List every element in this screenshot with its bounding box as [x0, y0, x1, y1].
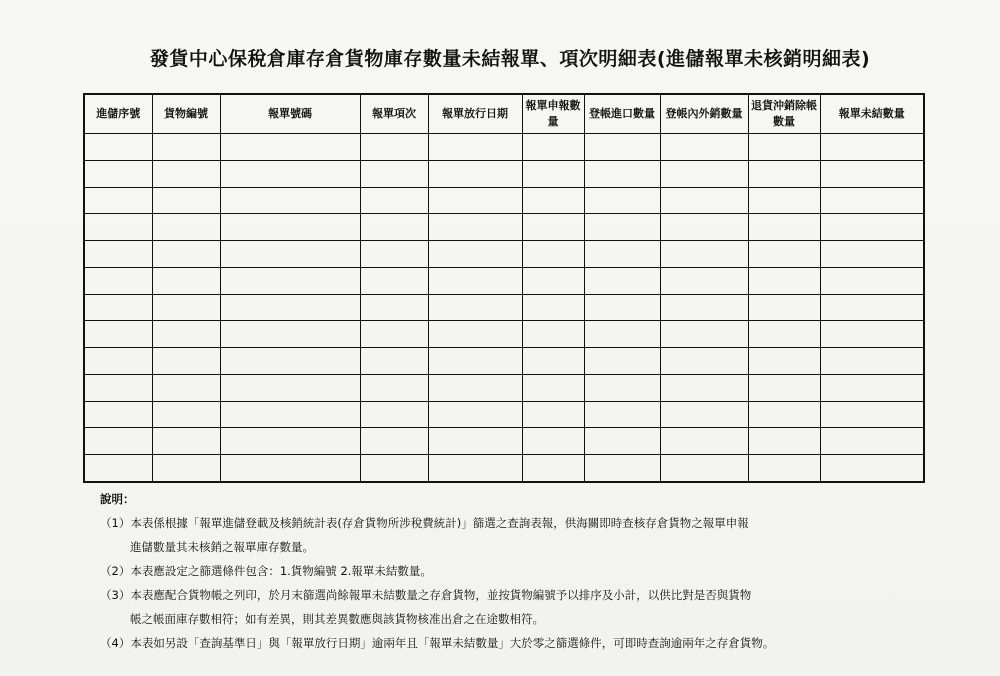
- table-cell: [84, 267, 152, 294]
- table-cell: [584, 134, 660, 161]
- table-cell: [220, 428, 360, 455]
- table-cell: [522, 348, 584, 375]
- table-cell: [660, 160, 748, 187]
- col-header-sales-qty: 登帳內外銷數量: [660, 94, 748, 134]
- table-cell: [522, 294, 584, 321]
- table-cell: [660, 321, 748, 348]
- col-header-storage-seq: 進儲序號: [84, 94, 152, 134]
- table-cell: [84, 187, 152, 214]
- table-cell: [584, 321, 660, 348]
- table-cell: [360, 134, 428, 161]
- table-cell: [428, 348, 522, 375]
- table-header-row: [84, 94, 924, 134]
- table-cell: [428, 455, 522, 482]
- table-cell: [820, 267, 924, 294]
- document-title: 發貨中心保稅倉庫存倉貨物庫存數量未結報單、項次明細表(進儲報單未核銷明細表): [149, 48, 871, 70]
- table-cell: [152, 294, 220, 321]
- table-cell: [820, 374, 924, 401]
- table-cell: [152, 348, 220, 375]
- table-cell: [84, 428, 152, 455]
- table-cell: [522, 160, 584, 187]
- table-row: [84, 214, 924, 241]
- table-cell: [360, 267, 428, 294]
- table-cell: [820, 321, 924, 348]
- table-cell: [660, 267, 748, 294]
- table-cell: [748, 321, 820, 348]
- table-cell: [522, 214, 584, 241]
- table-cell: [748, 374, 820, 401]
- table-cell: [220, 348, 360, 375]
- table-cell: [584, 428, 660, 455]
- table-row: [84, 187, 924, 214]
- table-cell: [84, 160, 152, 187]
- table-cell: [220, 294, 360, 321]
- table-cell: [220, 321, 360, 348]
- table-cell: [748, 455, 820, 482]
- table-cell: [360, 401, 428, 428]
- table-cell: [522, 267, 584, 294]
- col-header-return-qty: 退貨沖銷除帳數量: [748, 94, 820, 134]
- table-row: [84, 401, 924, 428]
- table-cell: [660, 294, 748, 321]
- table-cell: [152, 241, 220, 268]
- table-row: [84, 348, 924, 375]
- table-cell: [820, 294, 924, 321]
- table-cell: [522, 321, 584, 348]
- table-cell: [820, 214, 924, 241]
- col-header-goods-no: 貨物編號: [152, 94, 220, 134]
- table-cell: [428, 294, 522, 321]
- table-cell: [522, 455, 584, 482]
- note-3-line-1: （3）本表應配合貨物帳之列印，於月末篩選尚餘報單未結數量之存倉貨物，並按貨物編號予以排序及小計，以供比對是否與貨物: [100, 588, 752, 602]
- table-cell: [220, 134, 360, 161]
- table-cell: [428, 267, 522, 294]
- col-header-declaration-no: 報單號碼: [220, 94, 360, 134]
- table-cell: [220, 187, 360, 214]
- table-cell: [584, 374, 660, 401]
- table-row: [84, 241, 924, 268]
- table-cell: [820, 428, 924, 455]
- table-cell: [84, 321, 152, 348]
- table-cell: [660, 134, 748, 161]
- note-1-line-2: 進儲數量其未核銷之報單庫存數量。: [130, 540, 314, 554]
- table-cell: [748, 348, 820, 375]
- table-cell: [660, 455, 748, 482]
- table-cell: [522, 374, 584, 401]
- table-cell: [84, 214, 152, 241]
- table-cell: [428, 214, 522, 241]
- table-cell: [820, 160, 924, 187]
- table-cell: [660, 401, 748, 428]
- table-cell: [220, 160, 360, 187]
- table-cell: [748, 214, 820, 241]
- table-cell: [748, 160, 820, 187]
- table-cell: [84, 241, 152, 268]
- table-cell: [360, 374, 428, 401]
- table-cell: [660, 214, 748, 241]
- table-cell: [428, 241, 522, 268]
- table-cell: [820, 134, 924, 161]
- table-cell: [748, 134, 820, 161]
- table-cell: [152, 401, 220, 428]
- table-row: [84, 321, 924, 348]
- table-cell: [748, 294, 820, 321]
- col-header-open-qty: 報單未結數量: [820, 94, 924, 134]
- table-cell: [660, 374, 748, 401]
- table-cell: [584, 160, 660, 187]
- table-row: [84, 134, 924, 161]
- table-cell: [748, 187, 820, 214]
- note-3-line-2: 帳之帳面庫存數相符；如有差異，則其差異數應與該貨物核准出倉之在途數相符。: [130, 612, 544, 626]
- table-cell: [152, 187, 220, 214]
- table-cell: [360, 187, 428, 214]
- table-cell: [360, 455, 428, 482]
- table-cell: [748, 428, 820, 455]
- table-cell: [152, 214, 220, 241]
- note-2-line-1: （2）本表應設定之篩選條件包含：1.貨物編號 2.報單未結數量。: [100, 564, 432, 578]
- table-cell: [748, 267, 820, 294]
- table-cell: [84, 348, 152, 375]
- table-cell: [584, 241, 660, 268]
- table-cell: [428, 374, 522, 401]
- table-cell: [152, 455, 220, 482]
- table-cell: [584, 267, 660, 294]
- table-cell: [584, 348, 660, 375]
- table-cell: [220, 455, 360, 482]
- table-row: [84, 294, 924, 321]
- table-cell: [522, 241, 584, 268]
- table-cell: [660, 241, 748, 268]
- col-header-release-date: 報單放行日期: [428, 94, 522, 134]
- table-cell: [220, 214, 360, 241]
- table-row: [84, 428, 924, 455]
- col-header-import-qty: 登帳進口數量: [584, 94, 660, 134]
- table-cell: [428, 134, 522, 161]
- note-4-line-1: （4）本表如另設「查詢基準日」與「報單放行日期」逾兩年且「報單未結數量」大於零之篩選條件，可即時查詢逾兩年之存倉貨物。: [100, 636, 775, 650]
- table-cell: [360, 241, 428, 268]
- table-cell: [360, 294, 428, 321]
- table-cell: [152, 374, 220, 401]
- table-cell: [84, 455, 152, 482]
- table-cell: [360, 428, 428, 455]
- table-cell: [220, 241, 360, 268]
- table-cell: [660, 348, 748, 375]
- table-row: [84, 267, 924, 294]
- table-cell: [584, 187, 660, 214]
- table-cell: [584, 294, 660, 321]
- table-cell: [748, 241, 820, 268]
- table-cell: [152, 160, 220, 187]
- table-cell: [152, 428, 220, 455]
- table-cell: [428, 187, 522, 214]
- table-cell: [660, 428, 748, 455]
- table-cell: [428, 428, 522, 455]
- table-cell: [220, 401, 360, 428]
- table-cell: [584, 455, 660, 482]
- table-cell: [220, 374, 360, 401]
- table-cell: [584, 401, 660, 428]
- notes-heading: 說明：: [100, 492, 135, 506]
- table-row: [84, 160, 924, 187]
- table-cell: [428, 160, 522, 187]
- table-cell: [360, 348, 428, 375]
- table-cell: [428, 321, 522, 348]
- note-1-line-1: （1）本表係根據「報單進儲登載及核銷統計表(存倉貨物所涉稅費統計)」篩選之查詢表報，供海關即時查核存倉貨物之報單申報: [100, 516, 749, 530]
- table-cell: [820, 241, 924, 268]
- table-cell: [748, 401, 820, 428]
- col-header-declaration-item: 報單項次: [360, 94, 428, 134]
- table-cell: [820, 348, 924, 375]
- table-cell: [522, 187, 584, 214]
- detail-table: [83, 93, 925, 483]
- table-cell: [522, 134, 584, 161]
- table-cell: [84, 134, 152, 161]
- table-cell: [584, 214, 660, 241]
- table-cell: [820, 455, 924, 482]
- table-cell: [360, 160, 428, 187]
- table-cell: [660, 187, 748, 214]
- table-cell: [820, 401, 924, 428]
- table-cell: [152, 134, 220, 161]
- table-cell: [428, 401, 522, 428]
- table-cell: [220, 267, 360, 294]
- notes-section: [100, 487, 980, 655]
- table-cell: [522, 401, 584, 428]
- col-header-declared-qty: 報單申報數量: [522, 94, 584, 134]
- table-cell: [360, 214, 428, 241]
- table-row: [84, 455, 924, 482]
- table-cell: [84, 294, 152, 321]
- table-cell: [152, 321, 220, 348]
- table-cell: [522, 428, 584, 455]
- table-cell: [152, 267, 220, 294]
- table-cell: [820, 187, 924, 214]
- table-cell: [360, 321, 428, 348]
- table-cell: [84, 374, 152, 401]
- table-cell: [84, 401, 152, 428]
- table-row: [84, 374, 924, 401]
